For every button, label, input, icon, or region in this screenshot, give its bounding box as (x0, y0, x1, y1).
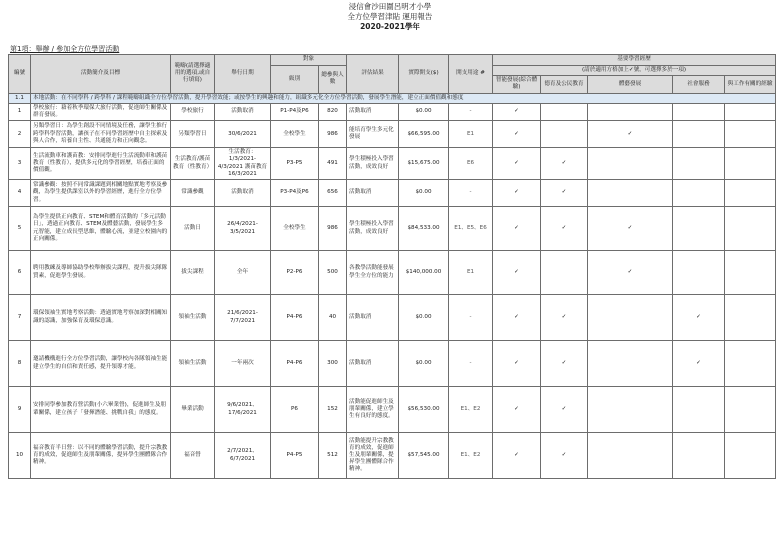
table-row (9, 341, 776, 387)
col-goals: 基要學習經歷 (493, 55, 776, 66)
row-grade: 全校學生 (271, 207, 319, 251)
goal-tick-g3 (588, 387, 673, 433)
report-title: 全方位學習津貼 運用報告 (347, 12, 433, 21)
activity-table (8, 54, 776, 479)
goal-tick-g4 (673, 180, 725, 207)
goal-tick-g4: ✓ (673, 295, 725, 341)
goal-tick-g5 (725, 121, 776, 148)
row-activity: 福音教育半日營：以不同的體驗學習活動，提升宗教教育的成效，促進師生及朋輩關係，提昇學生團體隊合作精神。 (31, 433, 171, 479)
goal-tick-g1: ✓ (493, 387, 541, 433)
goal-tick-g4: ✓ (673, 341, 725, 387)
goal-tick-g3 (588, 341, 673, 387)
goal-tick-g1: ✓ (493, 180, 541, 207)
table-row (9, 207, 776, 251)
goal-tick-g4 (673, 207, 725, 251)
goal-tick-g5 (725, 387, 776, 433)
row-evaluation: 能培育學生多元化發展 (347, 121, 399, 148)
table-row (9, 433, 776, 479)
row-evaluation: 活動取消 (347, 341, 399, 387)
col-activity: 活動簡介及目標 (31, 55, 171, 94)
row-no: 4 (9, 180, 31, 207)
row-count: 491 (319, 148, 347, 180)
col-goal-moral: 德育及公民教育 (541, 76, 588, 93)
row-no: 6 (9, 251, 31, 295)
row-usage: - (449, 341, 493, 387)
goal-tick-g2: ✓ (541, 295, 588, 341)
goal-tick-g3 (588, 103, 673, 120)
row-no: 7 (9, 295, 31, 341)
row-count: 820 (319, 103, 347, 120)
row-count: 152 (319, 387, 347, 433)
row-evaluation: 活動能促進師生及朋輩關係，建立學生有良好的態度。 (347, 387, 399, 433)
row-expense: $140,000.00 (399, 251, 449, 295)
goal-tick-g2 (541, 121, 588, 148)
table-row (9, 295, 776, 341)
goal-tick-g5 (725, 103, 776, 120)
col-expense: 實際開支($) (399, 55, 449, 94)
row-no: 9 (9, 387, 31, 433)
row-usage: E1、E2 (449, 387, 493, 433)
row-expense: $0.00 (399, 103, 449, 120)
row-domain: 拔尖課程 (171, 251, 215, 295)
row-usage: E1、E5、E6 (449, 207, 493, 251)
goal-row-text: 本地活動：在不同學科 / 跨學科 / 課程範疇組織全方位學習活動，提升學習效能；或按學生的興趣和能力，組織多元化全方位學習活動，發展學生潛能，建立正面價值觀和態度 (31, 93, 776, 103)
row-domain: 畢業活動 (171, 387, 215, 433)
goal-tick-g1: ✓ (493, 251, 541, 295)
col-date: 舉行日期 (215, 55, 271, 94)
row-activity: 環保領袖生實地考察活動：透過實地考察加深對相關知識的認識，加強保育及環保意識。 (31, 295, 171, 341)
col-usage: 開支用途 # (449, 55, 493, 94)
table-row (9, 180, 776, 207)
row-activity: 安排同學參加教育營活動(小六畢業營)，促進師生及朋輩關係，建立孩子「發揮潛能、挑戰自我」的態度。 (31, 387, 171, 433)
row-domain: 生活教育/護苗教育（性教育） (171, 148, 215, 180)
row-evaluation: 學生積極投入學習活動，成效良好 (347, 207, 399, 251)
row-grade: P1-P4及P6 (271, 103, 319, 120)
goal-tick-g5 (725, 207, 776, 251)
row-grade: P3-P4及P6 (271, 180, 319, 207)
col-goal-arts: 體藝發展 (588, 76, 673, 93)
row-date: 一年兩次 (215, 341, 271, 387)
row-count: 986 (319, 121, 347, 148)
goal-tick-g2: ✓ (541, 148, 588, 180)
row-date: 26/4/2021-3/5/2021 (215, 207, 271, 251)
row-expense: $15,675.00 (399, 148, 449, 180)
row-expense: $84,533.00 (399, 207, 449, 251)
row-domain: 常識參觀 (171, 180, 215, 207)
row-domain: 活動日 (171, 207, 215, 251)
row-usage: - (449, 103, 493, 120)
col-evaluation: 評估結果 (347, 55, 399, 94)
table-row (9, 148, 776, 180)
row-grade: P6 (271, 387, 319, 433)
row-count: 512 (319, 433, 347, 479)
goal-tick-g4 (673, 103, 725, 120)
goal-tick-g3: ✓ (588, 251, 673, 295)
row-evaluation: 各教學活動能發展學生全方位的能力 (347, 251, 399, 295)
row-date: 30/6/2021 (215, 121, 271, 148)
row-count: 656 (319, 180, 347, 207)
goal-tick-g1: ✓ (493, 207, 541, 251)
col-goal-intellectual: 智能發展(綜合體驗) (493, 76, 541, 93)
row-expense: $66,595.00 (399, 121, 449, 148)
goal-tick-g2: ✓ (541, 387, 588, 433)
col-count: 總參與人數 (319, 66, 347, 94)
goal-tick-g3 (588, 295, 673, 341)
row-evaluation: 活動能提升宗教教育的成效，促進師生及朋輩關係，提昇學生團體隊合作精神。 (347, 433, 399, 479)
row-no: 10 (9, 433, 31, 479)
section-title: 第1項：舉辦 / 參加全方位學習活動 (10, 45, 120, 53)
col-grade: 級別 (271, 66, 319, 94)
row-domain: 領袖生活動 (171, 295, 215, 341)
goal-tick-g3 (588, 148, 673, 180)
goal-tick-g1: ✓ (493, 295, 541, 341)
row-no: 2 (9, 121, 31, 148)
goal-tick-g3 (588, 180, 673, 207)
row-no: 1 (9, 103, 31, 120)
row-domain: 領袖生活動 (171, 341, 215, 387)
goal-tick-g5 (725, 341, 776, 387)
row-usage: E1 (449, 121, 493, 148)
table-head-row-1 (9, 55, 776, 66)
row-expense: $0.00 (399, 295, 449, 341)
goal-tick-g2: ✓ (541, 207, 588, 251)
goal-tick-g5 (725, 433, 776, 479)
table-row (9, 387, 776, 433)
goal-tick-g2: ✓ (541, 180, 588, 207)
row-evaluation: 活動取消 (347, 295, 399, 341)
goal-tick-g2 (541, 251, 588, 295)
row-no: 8 (9, 341, 31, 387)
row-grade: P4-P6 (271, 341, 319, 387)
goal-tick-g2: ✓ (541, 433, 588, 479)
goal-tick-g3: ✓ (588, 207, 673, 251)
row-activity: 另類學習日：為學生創設不同情境及任務，讓學生推行跨學科學習活動，讓孩子在不同學習經歷中自主探索及與人合作，培養自主性、共通能力和正向觀念。 (31, 121, 171, 148)
goal-tick-g1: ✓ (493, 433, 541, 479)
row-activity: 為學生提供正向教育、STEM和體育活動的「多元活動日」，透過正向教育、STEM及體藝活動，發展學生多元智能，建立成長型思維，體驗心流，並建立校園內的正向關係。 (31, 207, 171, 251)
row-count: 986 (319, 207, 347, 251)
goal-tick-g3 (588, 433, 673, 479)
goal-tick-g2 (541, 103, 588, 120)
row-count: 300 (319, 341, 347, 387)
goal-tick-g1: ✓ (493, 148, 541, 180)
goal-tick-g1: ✓ (493, 103, 541, 120)
goal-tick-g5 (725, 148, 776, 180)
row-grade: P3-P5 (271, 148, 319, 180)
row-expense: $56,530.00 (399, 387, 449, 433)
col-goal-work: 與工作有關的經驗 (725, 76, 776, 93)
col-goals-note: (請於適用方格加上✓號，可選擇多於一項) (493, 66, 776, 76)
row-date: 2/7/2021、6/7/2021 (215, 433, 271, 479)
row-date: 活動取消 (215, 180, 271, 207)
goal-tick-g3: ✓ (588, 121, 673, 148)
goal-tick-g5 (725, 180, 776, 207)
row-no: 3 (9, 148, 31, 180)
row-activity: 聘用教練及導師協助學校舉辦拔尖課程，提升拔尖隊隊質素，促進學生發展。 (31, 251, 171, 295)
goal-tick-g5 (725, 251, 776, 295)
row-grade: P4-P5 (271, 433, 319, 479)
col-target: 對象 (271, 55, 347, 66)
row-expense: $57,545.00 (399, 433, 449, 479)
row-evaluation: 活動取消 (347, 180, 399, 207)
goal-tick-g2: ✓ (541, 341, 588, 387)
row-activity: 學校旅行：藉着秋季環保大旅行活動，促進師生關係及群育發展。 (31, 103, 171, 120)
row-domain: 學校旅行 (171, 103, 215, 120)
row-count: 40 (319, 295, 347, 341)
row-usage: E1、E2 (449, 433, 493, 479)
row-date: 活動取消 (215, 103, 271, 120)
row-evaluation: 活動取消 (347, 103, 399, 120)
goal-tick-g4 (673, 433, 725, 479)
goal-row (9, 93, 776, 103)
col-goal-service: 社會服務 (673, 76, 725, 93)
goal-tick-g1: ✓ (493, 341, 541, 387)
row-activity: 常識參觀：按照不同常識課題到相關地點實地考察及參觀，為學生提供課室以外的學習經歷，進行全方位學習。 (31, 180, 171, 207)
goal-tick-g4 (673, 121, 725, 148)
col-no: 編號 (9, 55, 31, 94)
row-grade: P2-P6 (271, 251, 319, 295)
row-expense: $0.00 (399, 180, 449, 207)
row-grade: P4-P6 (271, 295, 319, 341)
goal-tick-g4 (673, 148, 725, 180)
school-name: 浸信會沙田圍呂明才小學 (348, 2, 432, 11)
row-activity: 邀請機構進行全方位學習活動，讓學校內各隊領袖生能建立學生的自信和責任感，提升領導才能。 (31, 341, 171, 387)
row-grade: 全校學生 (271, 121, 319, 148)
row-date: 生活教育：1/3/2021-4/3/2021 護苗教育 16/3/2021 (215, 148, 271, 180)
row-count: 500 (319, 251, 347, 295)
goal-tick-g5 (725, 295, 776, 341)
school-year: 2020-2021學年 (360, 22, 420, 31)
report-header (0, 2, 780, 32)
row-usage: E1 (449, 251, 493, 295)
row-date: 全年 (215, 251, 271, 295)
row-usage: - (449, 295, 493, 341)
row-usage: E6 (449, 148, 493, 180)
table-row (9, 103, 776, 120)
row-date: 21/6/2021-7/7/2021 (215, 295, 271, 341)
row-no: 5 (9, 207, 31, 251)
table-row (9, 251, 776, 295)
row-expense: $0.00 (399, 341, 449, 387)
row-date: 9/6/2021、17/6/2021 (215, 387, 271, 433)
table-row (9, 121, 776, 148)
goal-tick-g1: ✓ (493, 121, 541, 148)
col-domain: 範疇(請選擇適用的選項,或自行填寫) (171, 55, 215, 94)
row-usage: - (449, 180, 493, 207)
goal-row-no: 1.1 (9, 93, 31, 103)
row-domain: 福音營 (171, 433, 215, 479)
goal-tick-g4 (673, 251, 725, 295)
row-domain: 另類學習日 (171, 121, 215, 148)
row-evaluation: 學生積極投入學習活動，成效良好 (347, 148, 399, 180)
row-activity: 生活流動車和護苗教：安排同學進行生活流動車和護苗教育（性教育），提供多元化的學習經歷，培養正面的價值觀。 (31, 148, 171, 180)
goal-tick-g4 (673, 387, 725, 433)
